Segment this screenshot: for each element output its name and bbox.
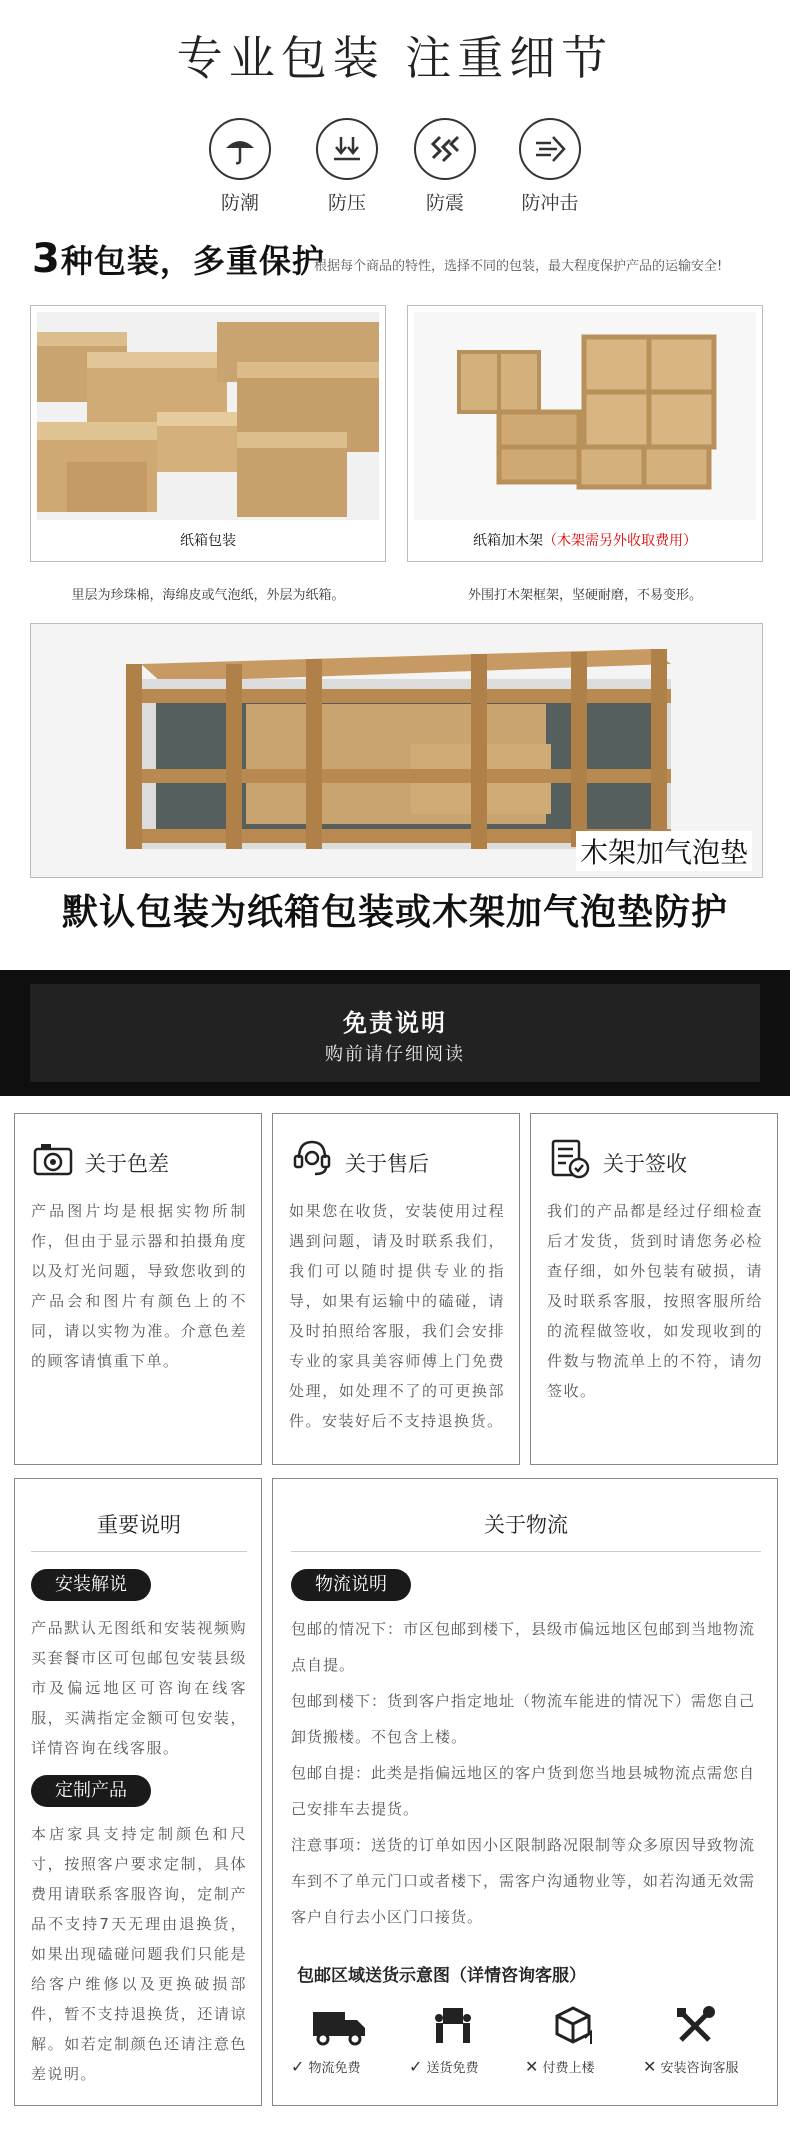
- feature-label: 防震: [425, 192, 464, 214]
- shockproof-icon: [414, 118, 476, 180]
- logistics-paragraphs: [291, 1611, 761, 1935]
- check-icon: ✓: [409, 2057, 423, 2076]
- press-down-icon: [316, 118, 378, 180]
- delivery-item: [291, 2001, 411, 2076]
- card-body: 我们的产品都是经过仔细检查后才发货，货到时请您务必检查仔细，如外包装有破损，请及时联系客服，按照客服所给的流程做签收，如发现收到的件数与物流单上的不符，请勿签收。: [547, 1202, 763, 1400]
- wood-frame-fee-note: （木架需另外收取费用）: [543, 533, 697, 549]
- crate-card: [30, 623, 763, 878]
- install-body: 产品默认无图纸和安装视频购买套餐市区可包邮包安装县级市及偏远地区可咨询在线客服，买满指定金额可包安装，详情咨询在线客服。: [31, 1619, 247, 1757]
- logistics-label: 物流说明: [291, 1569, 411, 1601]
- logistics-card: [272, 1478, 778, 2106]
- crate-caption: 木架加气泡垫: [576, 831, 752, 871]
- logistics-paragraph: 包邮自提：此类是指偏远地区的客户货到您当地县城物流点需您自己安排车去提货。: [291, 1764, 756, 1818]
- card-body: 如果您在收货，安装使用过程遇到问题，请及时联系我们，我们可以随时提供专业的指导，如果有运输中的磕碰，请及时拍照给客服，我们会安排专业的家具美容师傅上门免费处理，如处理不了的可更换部件。安装好后不支持退换货。: [289, 1202, 505, 1430]
- custom-label: 定制产品: [31, 1775, 151, 1807]
- disclaimer-subtitle: 购前请仔细阅读: [325, 1044, 465, 1065]
- delivery-label: 送货免费: [426, 2061, 479, 2076]
- feature-label: 防压: [327, 192, 366, 214]
- logistics-paragraph: 包邮到楼下：货到客户指定地址（物流车能进的情况下）需您自己卸货搬楼。不包含上楼。: [291, 1692, 756, 1746]
- card-title: 关于签收: [603, 1152, 687, 1176]
- sign-icon: [549, 1138, 591, 1184]
- custom-body: 本店家具支持定制颜色和尺寸，按照客户要求定制，具体费用请联系客服咨询，定制产品不支持7天无理由退换货，如果出现磕碰问题我们只能是给客户维修以及更换破损部件，暂不支持退换货，还请谅解。如若定制颜色还请注意色差说明。: [31, 1825, 247, 2083]
- wood-frame-card: [407, 305, 763, 562]
- umbrella-icon: [209, 118, 271, 180]
- tools-icon: [665, 2001, 725, 2051]
- camera-icon: [33, 1142, 73, 1180]
- divider: [291, 1551, 761, 1552]
- divider: [31, 1551, 247, 1552]
- wood-frame-caption: 纸箱加木架（木架需另外收取费用）: [473, 533, 697, 549]
- delivery-label: 安装咨询客服: [660, 2061, 739, 2076]
- page-title: 专业包装 注重细节: [176, 31, 614, 85]
- feature-impact: [505, 118, 595, 215]
- logistics-paragraph: 包邮的情况下：市区包邮到楼下，县级市偏远地区包邮到当地物流点自提。: [291, 1620, 756, 1674]
- cross-icon: ✕: [525, 2057, 539, 2076]
- impact-icon: [519, 118, 581, 180]
- logistics-title: 关于物流: [484, 1513, 568, 1537]
- color-difference-card: [14, 1113, 262, 1465]
- cross-icon: ✕: [643, 2057, 657, 2076]
- important-notes-card: [14, 1478, 262, 2106]
- check-icon: ✓: [291, 2057, 305, 2076]
- logistics-paragraph: 注意事项：送货的订单如因小区限制路况限制等众多原因导致物流车到不了单元门口或者楼下，需客户沟通物业等，如若沟通无效需客户自行去小区门口接货。: [291, 1836, 756, 1926]
- truck-icon: [309, 2001, 369, 2051]
- wood-frame-image: [414, 312, 756, 520]
- carton-package-caption: 纸箱包装: [180, 533, 236, 549]
- feature-moisture: [195, 118, 285, 215]
- card-body: 产品图片均是根据实物所制作，但由于显示器和拍摄角度以及灯光问题，导致您收到的产品会和图片有颜色上的不同，请以实物为准。介意色差的顾客请慎重下单。: [31, 1202, 247, 1370]
- after-sales-card: [272, 1113, 520, 1465]
- card-title: 关于色差: [85, 1152, 169, 1176]
- service-icon: [291, 1138, 333, 1182]
- sign-for-card: [530, 1113, 778, 1465]
- carton-boxes-image: [37, 312, 379, 520]
- feature-shock: [400, 118, 490, 215]
- delivery-item: [525, 2001, 645, 2076]
- wood-frame-desc: 外围打木架框架，坚硬耐磨，不易变形。: [467, 588, 702, 603]
- feature-label: 防潮: [220, 192, 259, 214]
- important-title: 重要说明: [97, 1513, 181, 1537]
- card-title: 关于售后: [345, 1152, 429, 1176]
- delivery-diagram-title: 包邮区域送货示意图（详情咨询客服）: [297, 1966, 586, 1986]
- install-label: 安装解说: [31, 1569, 151, 1601]
- default-package-note: 默认包装为纸箱包装或木架加气泡垫防护: [61, 892, 728, 933]
- delivery-item: [643, 2001, 773, 2076]
- carton-package-desc: 里层为珍珠棉，海绵皮或气泡纸，外层为纸箱。: [71, 588, 345, 603]
- delivery-item: [409, 2001, 529, 2076]
- feature-label: 防冲击: [521, 192, 579, 214]
- box-up-icon: [543, 2001, 603, 2051]
- delivery-label: 物流免费: [308, 2061, 361, 2076]
- packaging-title: 3种包装，多重保护: [32, 236, 325, 282]
- delivery-label: 付费上楼: [542, 2061, 595, 2076]
- carton-package-card: [30, 305, 386, 562]
- carry-icon: [423, 2001, 483, 2051]
- packaging-subtitle: 根据每个商品的特性，选择不同的包装，最大程度保护产品的运输安全!: [314, 259, 723, 274]
- disclaimer-title: 免责说明: [343, 1009, 447, 1037]
- feature-pressure: [302, 118, 392, 215]
